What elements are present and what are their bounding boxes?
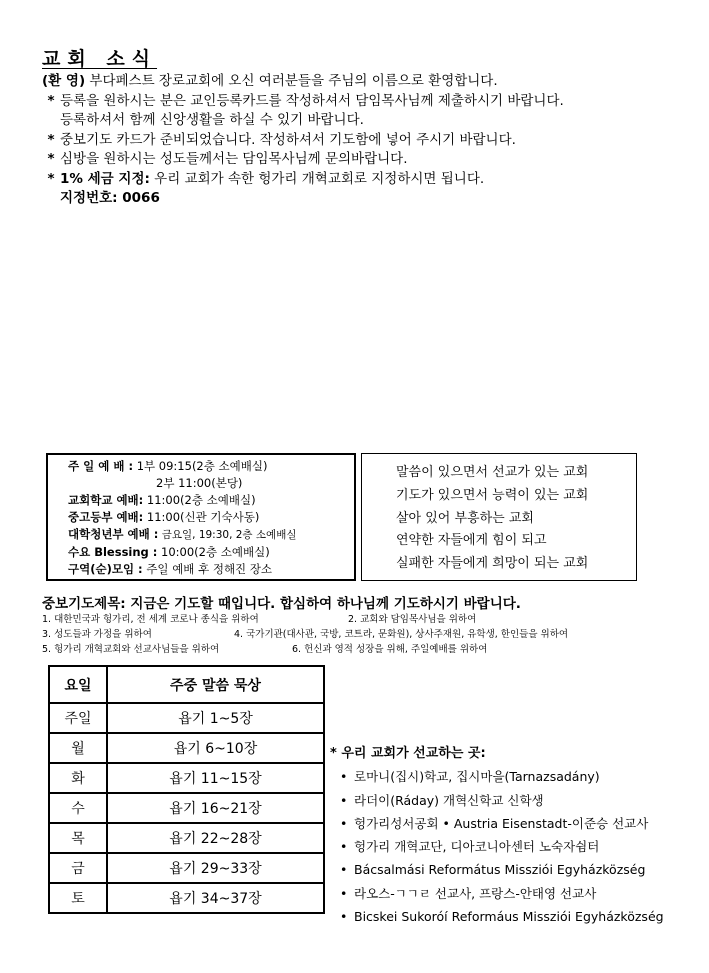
wednesday-value: 10:00(2층 소예배실) bbox=[157, 545, 270, 559]
welcome-line bbox=[42, 72, 564, 92]
cell-meeting bbox=[56, 561, 354, 578]
intercession-text: 중보기도 카드가 준비되었습니다. 작성하셔서 기도함에 넣어 주시기 바랍니다. bbox=[60, 131, 516, 148]
register-text-1: 등록을 원하시는 분은 교인등록카드를 작성하셔서 담임목사님께 제출하시기 바랍니다. bbox=[60, 92, 564, 109]
star-bullet: * bbox=[47, 92, 55, 109]
church-news bbox=[42, 72, 564, 209]
intercession-line bbox=[42, 131, 564, 151]
mission-item: 헝가리 개혁교단, 디아코니아센터 노숙자쉼터 bbox=[354, 839, 600, 855]
table-row bbox=[49, 733, 324, 763]
mission-item: Bácsalmási Református Missziói Egyházközség bbox=[354, 862, 646, 878]
college-label: 대학청년부 예배 : bbox=[68, 527, 159, 541]
tax-label: 1% 세금 지정: bbox=[60, 170, 150, 187]
prayer-item: 1. 대한민국과 헝가리, 전 세계 코로나 종식을 위하여 bbox=[42, 614, 259, 625]
school-worship bbox=[56, 492, 354, 509]
prayer-item: 6. 헌신과 영적 성장을 위해, 주일예배를 위하여 bbox=[292, 644, 488, 655]
middle-worship bbox=[56, 509, 354, 526]
sunday-label: 주 일 예 배 : bbox=[68, 459, 134, 473]
prayer-title: 중보기도제목: 지금은 기도할 때입니다. 합심하여 하나님께 기도하시기 바랍니다. bbox=[42, 596, 521, 612]
cell-label: 구역(순)모임 : bbox=[68, 562, 143, 576]
welcome-text: 부다페스트 장로교회에 오신 여러분들을 주님의 이름으로 환영합니다. bbox=[85, 73, 498, 89]
list-item bbox=[330, 789, 664, 812]
school-value: 11:00(2층 소예배실) bbox=[143, 493, 256, 507]
reading-cell: 욥기 16~21장 bbox=[107, 793, 324, 823]
list-item bbox=[330, 905, 664, 928]
table-row bbox=[49, 763, 324, 793]
bullet-icon: • bbox=[340, 792, 348, 808]
bullet-icon: • bbox=[340, 909, 348, 925]
wednesday-worship bbox=[56, 544, 354, 561]
bible-reading-table bbox=[48, 665, 325, 914]
star-bullet: * bbox=[47, 170, 55, 187]
bullet-icon: • bbox=[340, 815, 348, 831]
middle-value: 11:00(신관 기숙사동) bbox=[143, 510, 260, 524]
welcome-label: (환 영) bbox=[42, 73, 86, 89]
mission-item: 라더이(Ráday) 개혁신학교 신학생 bbox=[354, 792, 544, 808]
table-row bbox=[49, 883, 324, 913]
table-header-row bbox=[49, 666, 324, 703]
worship-schedule-box bbox=[46, 453, 356, 581]
visit-line bbox=[42, 150, 564, 170]
reading-cell: 욥기 6~10장 bbox=[107, 733, 324, 763]
register-text-2: 등록하셔서 함께 신앙생활을 하실 수 있기 바랍니다. bbox=[60, 112, 364, 128]
tax-line bbox=[42, 170, 564, 190]
college-worship bbox=[56, 526, 354, 544]
church-vision-box bbox=[361, 453, 637, 581]
header-reading: 주중 말씀 묵상 bbox=[107, 666, 324, 703]
prayer-item: 2. 교회와 담임목사님을 위하여 bbox=[348, 614, 477, 625]
vision-line: 실패한 자들에게 희망이 되는 교회 bbox=[396, 556, 589, 572]
list-item bbox=[330, 882, 664, 905]
wednesday-label: 수요 Blessing : bbox=[68, 545, 158, 559]
prayer-row bbox=[42, 627, 568, 642]
mission-item: 헝가리성서공회 • Austria Eisenstadt-이준승 선교사 bbox=[354, 815, 649, 831]
vision-line: 연약한 자들에게 힘이 되고 bbox=[396, 533, 547, 549]
day-cell: 월 bbox=[49, 733, 107, 763]
bullet-icon: • bbox=[340, 839, 348, 855]
star-bullet: * bbox=[47, 131, 55, 148]
page-title: 교회 소식 bbox=[42, 48, 158, 70]
day-cell: 금 bbox=[49, 853, 107, 883]
vision-line: 살아 있어 부흥하는 교회 bbox=[396, 510, 534, 526]
table-row bbox=[49, 853, 324, 883]
list-item bbox=[330, 765, 664, 788]
bullet-icon: • bbox=[340, 862, 348, 878]
table-row bbox=[49, 793, 324, 823]
list-item bbox=[330, 835, 664, 858]
prayer-item: 4. 국가기관(대사관, 국방, 코트라, 문화원), 상사주재원, 유학생, 한인들을 위하여 bbox=[234, 629, 569, 640]
vision-line: 기도가 있으면서 능력이 있는 교회 bbox=[396, 487, 589, 503]
list-item bbox=[330, 858, 664, 881]
sunday-first: 1부 09:15(2층 소예배실) bbox=[133, 459, 268, 473]
prayer-item: 3. 성도들과 가정을 위하여 bbox=[42, 629, 152, 640]
table-row bbox=[49, 823, 324, 853]
prayer-item: 5. 헝가리 개혁교회와 선교사님들을 위하여 bbox=[42, 644, 220, 655]
vision-line: 말씀이 있으면서 선교가 있는 교회 bbox=[396, 465, 589, 480]
day-cell: 주일 bbox=[49, 703, 107, 733]
tax-text: 우리 교회가 속한 헝가리 개혁교회로 지정하시면 됩니다. bbox=[149, 170, 485, 187]
reading-cell: 욥기 1~5장 bbox=[107, 703, 324, 733]
mission-item: 로마니(집시)학교, 집시마을(Tarnazsadány) bbox=[354, 769, 600, 785]
header-day: 요일 bbox=[49, 666, 107, 703]
register-line-2 bbox=[42, 111, 564, 131]
register-line bbox=[42, 92, 564, 112]
mission-item: Bicskei Sukoróí Reformáus Missziói Egyházközség bbox=[354, 909, 664, 925]
school-label: 교회학교 예배: bbox=[68, 493, 144, 507]
middle-label: 중고등부 예배: bbox=[68, 510, 144, 524]
day-cell: 수 bbox=[49, 793, 107, 823]
reading-cell: 욥기 34~37장 bbox=[107, 883, 324, 913]
mission-title: * 우리 교회가 선교하는 곳: bbox=[330, 746, 486, 761]
list-item bbox=[330, 812, 664, 835]
cell-value: 주일 예배 후 정해진 장소 bbox=[142, 562, 273, 576]
day-cell: 화 bbox=[49, 763, 107, 793]
bullet-icon: • bbox=[340, 769, 348, 785]
prayer-list bbox=[42, 612, 568, 657]
table-row bbox=[49, 703, 324, 733]
day-cell: 토 bbox=[49, 883, 107, 913]
reading-cell: 욥기 29~33장 bbox=[107, 853, 324, 883]
visit-text: 심방을 원하시는 성도들께서는 담임목사님께 문의바랍니다. bbox=[60, 151, 408, 167]
day-cell: 목 bbox=[49, 823, 107, 853]
reading-cell: 욥기 11~15장 bbox=[107, 763, 324, 793]
star-bullet: * bbox=[47, 151, 55, 167]
mission-item: 라오스-ㄱㄱㄹ 선교사, 프랑스-안태영 선교사 bbox=[354, 885, 597, 901]
designation-number: 지정번호: 0066 bbox=[60, 190, 160, 206]
reading-cell: 욥기 22~28장 bbox=[107, 823, 324, 853]
mission-section bbox=[330, 742, 664, 928]
bullet-icon: • bbox=[340, 885, 348, 901]
college-value: 금요일, 19:30, 2층 소예배실 bbox=[158, 529, 297, 541]
prayer-row bbox=[42, 612, 568, 627]
sunday-second: 2부 11:00(본당) bbox=[156, 476, 243, 490]
sunday-worship bbox=[56, 458, 354, 475]
prayer-row bbox=[42, 642, 568, 657]
